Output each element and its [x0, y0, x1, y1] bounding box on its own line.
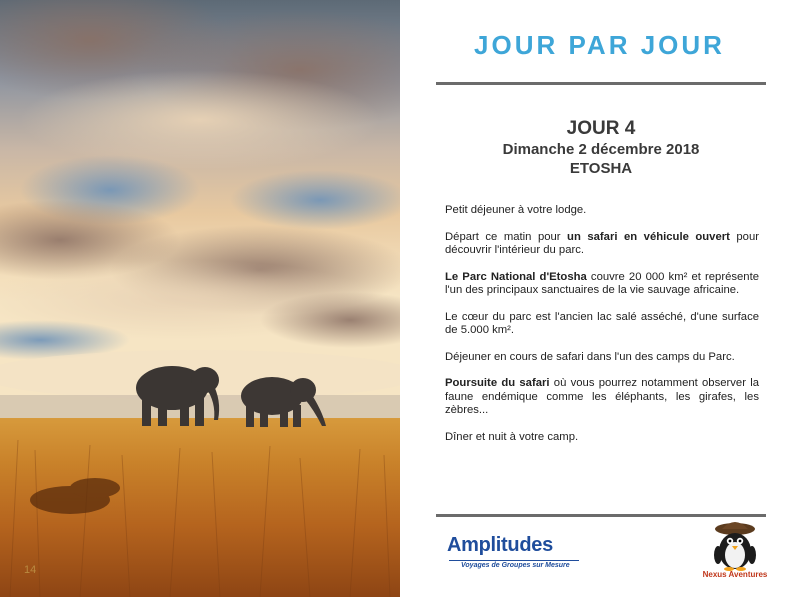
amplitudes-tagline: Voyages de Groupes sur Mesure [461, 562, 570, 569]
paragraph-lunch: Déjeuner en cours de safari dans l'un des camps du Parc. [445, 350, 735, 363]
itinerary-text [445, 204, 759, 457]
paragraph-dinner: Dîner et nuit à votre camp. [445, 430, 579, 443]
paragraph-breakfast: Petit déjeuner à votre lodge. [445, 204, 587, 216]
day-date: Dimanche 2 décembre 2018 [502, 141, 700, 158]
penguin-mascot-icon [700, 517, 770, 571]
amplitudes-underline [449, 560, 579, 561]
page-number: 14 [24, 564, 37, 576]
paragraph-safari: Poursuite du safari où vous pourrez notamment observer la faune endémique comme les éléphants, les girafes, les zèbres... [445, 377, 759, 416]
top-divider [436, 82, 766, 85]
day-place: ETOSHA [569, 160, 633, 177]
amplitudes-name: Amplitudes [447, 534, 553, 556]
itinerary-panel [400, 0, 799, 597]
day-title: JOUR 4 [566, 118, 636, 139]
amplitudes-logo [447, 534, 587, 574]
nexus-logo [700, 517, 770, 583]
paragraph-lake: Le cœur du parc est l'ancien lac salé asséché, d'une surface de 5.000 km². [445, 310, 759, 336]
section-title: JOUR PAR JOUR [474, 30, 725, 60]
day-heading [436, 118, 766, 178]
nexus-name: Nexus Aventures [702, 570, 768, 579]
paragraph-departure: Départ ce matin pour un safari en véhicule ouvert pour découvrir l'intérieur du parc. [445, 230, 759, 256]
paragraph-park: Le Parc National d'Etosha couvre 20 000 km² et représente l'un des principaux sanctuaires de la vie sauvage africaine. [445, 270, 759, 296]
